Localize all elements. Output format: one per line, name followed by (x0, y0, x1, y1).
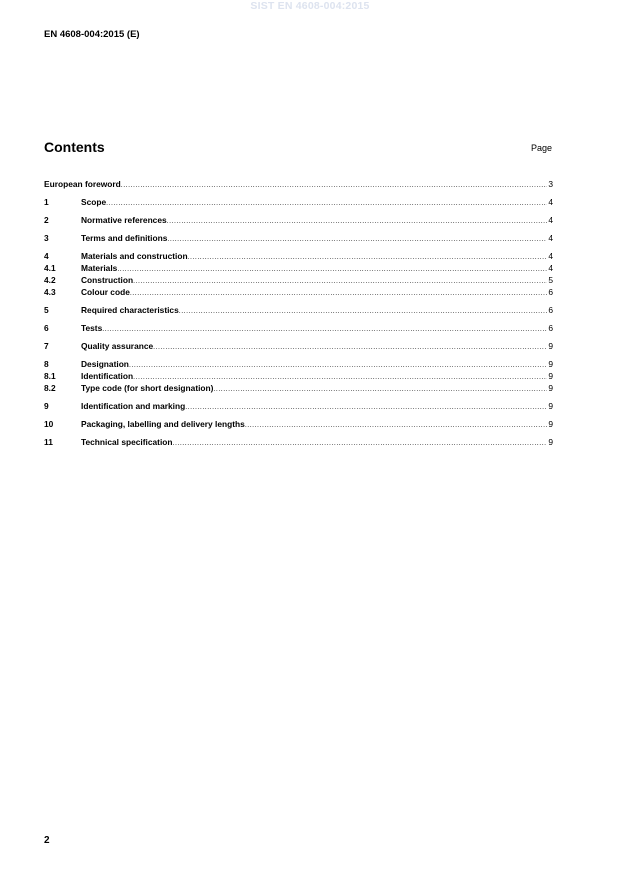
toc-entry-number: 9 (44, 401, 49, 411)
toc-entry-title: Materials (81, 263, 118, 273)
toc-entry-title: Terms and definitions (81, 233, 168, 243)
toc-entry-page: 4 (548, 215, 553, 225)
toc-entry-page: 3 (548, 179, 553, 189)
dot-leader (213, 382, 547, 396)
toc-entry-4-3[interactable] (44, 286, 553, 298)
toc-entry-4-1[interactable] (44, 262, 553, 274)
toc-entry-title: Identification (81, 371, 134, 381)
dot-leader (167, 214, 548, 228)
toc-entry-page: 9 (548, 371, 553, 381)
toc-entry-2[interactable] (44, 214, 553, 226)
toc-entry-6[interactable] (44, 322, 553, 334)
toc-entry-number: 8.1 (44, 371, 56, 381)
toc-entry-page: 9 (548, 401, 553, 411)
toc-entry-10[interactable] (44, 418, 553, 430)
toc-entry-number: 4.3 (44, 287, 56, 297)
dot-leader (153, 340, 547, 354)
toc-entry-7[interactable] (44, 340, 553, 352)
toc-entry-title: Technical specification (81, 437, 173, 447)
watermark: SIST EN 4608-004:2015 (250, 0, 370, 12)
toc-entry-title: Packaging, labelling and delivery lengths (81, 419, 245, 429)
dot-leader (102, 322, 547, 336)
toc-entry-title: European foreword (44, 179, 121, 189)
toc-entry-5[interactable] (44, 304, 553, 316)
toc-entry-3[interactable] (44, 232, 553, 244)
toc-entry-page: 4 (548, 251, 553, 261)
toc-entry-title: Designation (81, 359, 129, 369)
toc-entry-title: Normative references (81, 215, 167, 225)
toc-entry-page: 4 (548, 263, 553, 273)
toc-entry-4-2[interactable] (44, 274, 553, 286)
toc-entry-page: 6 (548, 323, 553, 333)
toc-entry-number: 7 (44, 341, 49, 351)
toc-entry-title: Colour code (81, 287, 130, 297)
table-of-contents (44, 178, 553, 448)
toc-entry-title: Type code (for short designation) (81, 383, 214, 393)
toc-entry-page: 9 (548, 341, 553, 351)
toc-entry-8-2[interactable] (44, 382, 553, 394)
contents-heading: Contents (44, 139, 105, 155)
dot-leader (130, 286, 547, 300)
toc-entry-4[interactable] (44, 250, 553, 262)
toc-entry-9[interactable] (44, 400, 553, 412)
toc-entry-8[interactable] (44, 358, 553, 370)
toc-entry-11[interactable] (44, 436, 553, 448)
dot-leader (167, 232, 547, 246)
toc-entry-page: 6 (548, 305, 553, 315)
toc-entry-title: Quality assurance (81, 341, 154, 351)
page-number: 2 (44, 835, 50, 846)
toc-entry-foreword[interactable] (44, 178, 553, 190)
dot-leader (106, 196, 547, 210)
toc-entry-title: Materials and construction (81, 251, 188, 261)
dot-leader (179, 304, 548, 318)
toc-entry-page: 9 (548, 437, 553, 447)
toc-entry-number: 4.1 (44, 263, 56, 273)
toc-entry-number: 3 (44, 233, 49, 243)
toc-entry-page: 4 (548, 197, 553, 207)
toc-entry-number: 8.2 (44, 383, 56, 393)
toc-entry-page: 9 (548, 383, 553, 393)
toc-entry-number: 8 (44, 359, 49, 369)
toc-entry-number: 11 (44, 437, 53, 447)
toc-entry-number: 5 (44, 305, 49, 315)
toc-entry-number: 4.2 (44, 275, 56, 285)
dot-leader (185, 400, 547, 414)
toc-entry-8-1[interactable] (44, 370, 553, 382)
page-column-label: Page (530, 143, 552, 153)
toc-entry-title: Identification and marking (81, 401, 186, 411)
dot-leader (245, 418, 548, 432)
toc-entry-title: Construction (81, 275, 134, 285)
toc-entry-title: Tests (81, 323, 103, 333)
toc-entry-page: 9 (548, 419, 553, 429)
toc-entry-page: 5 (548, 275, 553, 285)
toc-entry-page: 9 (548, 359, 553, 369)
toc-entry-number: 6 (44, 323, 49, 333)
toc-entry-title: Required characteristics (81, 305, 179, 315)
toc-entry-page: 6 (548, 287, 553, 297)
toc-entry-title: Scope (81, 197, 107, 207)
dot-leader (173, 436, 548, 450)
toc-entry-1[interactable] (44, 196, 553, 208)
toc-entry-number: 4 (44, 251, 49, 261)
toc-entry-number: 10 (44, 419, 54, 429)
document-identifier: EN 4608-004:2015 (E) (44, 29, 140, 40)
toc-entry-page: 4 (548, 233, 553, 243)
dot-leader (121, 178, 548, 192)
toc-entry-number: 1 (44, 197, 49, 207)
toc-entry-number: 2 (44, 215, 49, 225)
